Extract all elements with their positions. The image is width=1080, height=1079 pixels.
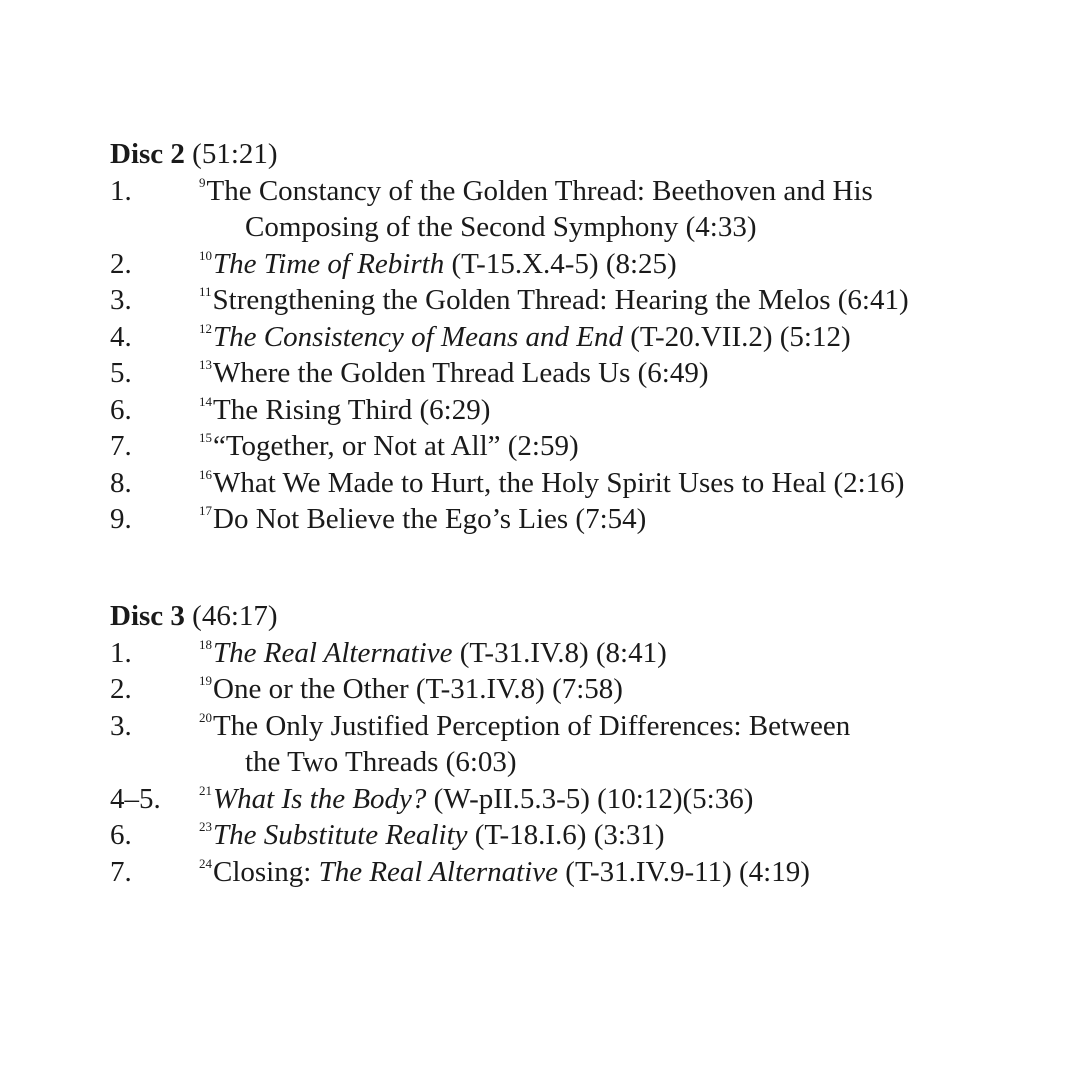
track-work-title: The Real Alternative — [213, 636, 453, 669]
disc-duration: (46:17) — [192, 600, 278, 632]
track-text: What We Made to Hurt, the Holy Spirit Uses to Heal (2:16) — [213, 466, 905, 499]
track-title — [199, 246, 1010, 283]
footnote-marker: 13 — [199, 357, 212, 372]
track-prefix: Closing: — [213, 855, 319, 888]
track-item — [110, 355, 1010, 392]
disc-3-section — [110, 598, 1010, 890]
track-item — [110, 319, 1010, 356]
track-item — [110, 708, 1010, 781]
track-item — [110, 501, 1010, 538]
track-title — [199, 465, 1010, 502]
footnote-marker: 17 — [199, 503, 212, 518]
track-item — [110, 465, 1010, 502]
track-text: The Rising Third (6:29) — [213, 393, 491, 426]
track-reference: (T-31.IV.8) (8:41) — [452, 636, 667, 669]
track-text: “Together, or Not at All” (2:59) — [213, 430, 579, 462]
track-title — [199, 817, 1010, 854]
track-number: 7. — [110, 855, 132, 888]
track-work-title: The Substitute Reality — [213, 819, 468, 851]
track-number: 6. — [110, 393, 132, 426]
track-text: Strengthening the Golden Thread: Hearing the Melos (6:41) — [212, 284, 909, 316]
track-text: Do Not Believe the Ego’s Lies (7:54) — [213, 503, 647, 535]
track-item — [110, 781, 1010, 818]
track-number: 7. — [110, 430, 132, 462]
disc-duration: (51:21) — [192, 138, 278, 170]
footnote-marker: 21 — [199, 782, 212, 798]
track-title — [199, 854, 1010, 891]
track-reference: (T-31.IV.9-11) (4:19) — [558, 855, 810, 888]
track-text: Where the Golden Thread Leads Us (6:49) — [213, 357, 709, 389]
footnote-marker: 11 — [199, 284, 212, 299]
track-title — [199, 319, 1010, 356]
track-text-line-2: the Two Threads (6:03) — [245, 746, 517, 778]
track-number: 3. — [110, 709, 132, 742]
track-number: 1. — [110, 636, 132, 669]
disc-label: Disc 2 — [110, 138, 185, 170]
track-title — [199, 708, 1010, 781]
track-text-line-1: The Only Justified Perception of Differences: Between — [213, 709, 851, 742]
disc-heading — [110, 598, 1010, 635]
disc-label: Disc 3 — [110, 600, 185, 632]
track-item — [110, 671, 1010, 708]
footnote-marker: 18 — [199, 636, 212, 652]
track-title — [199, 781, 1010, 818]
footnote-marker: 14 — [199, 393, 212, 409]
footnote-marker: 15 — [199, 430, 212, 445]
disc-heading — [110, 136, 1010, 173]
footnote-marker: 24 — [199, 855, 212, 871]
track-reference: (W-pII.5.3-5) (10:12)(5:36) — [426, 782, 754, 815]
footnote-marker: 20 — [199, 709, 212, 725]
track-text-line-2: Composing of the Second Symphony (4:33) — [245, 211, 757, 243]
track-title — [199, 173, 1010, 246]
track-reference: (T-20.VII.2) (5:12) — [622, 320, 851, 353]
track-item — [110, 817, 1010, 854]
track-number: 9. — [110, 503, 132, 535]
track-number: 1. — [110, 174, 132, 207]
track-number: 5. — [110, 357, 132, 389]
track-title — [199, 671, 1010, 708]
track-text-line-1: The Constancy of the Golden Thread: Beethoven and His — [206, 174, 873, 207]
footnote-marker: 9 — [199, 174, 206, 190]
track-reference: (T-15.X.4-5) (8:25) — [444, 247, 677, 280]
track-number: 3. — [110, 284, 132, 316]
track-work-title: The Consistency of Means and End — [213, 320, 623, 353]
track-item — [110, 392, 1010, 429]
track-number: 8. — [110, 466, 132, 499]
track-item — [110, 635, 1010, 672]
track-item — [110, 428, 1010, 465]
track-title — [199, 392, 1010, 429]
track-title — [199, 635, 1010, 672]
track-number: 4. — [110, 320, 132, 353]
track-title — [199, 501, 1010, 538]
track-reference: (T-18.I.6) (3:31) — [467, 819, 665, 851]
footnote-marker: 16 — [199, 466, 212, 482]
track-number: 4–5. — [110, 782, 161, 815]
track-item — [110, 246, 1010, 283]
track-work-title: The Real Alternative — [318, 855, 559, 888]
track-number: 6. — [110, 819, 132, 851]
track-title — [199, 428, 1010, 465]
track-title — [199, 282, 1010, 319]
track-number: 2. — [110, 247, 132, 280]
track-number: 2. — [110, 673, 132, 705]
track-item — [110, 282, 1010, 319]
track-item — [110, 854, 1010, 891]
footnote-marker: 19 — [199, 673, 212, 688]
footnote-marker: 10 — [199, 247, 212, 263]
footnote-marker: 12 — [199, 320, 212, 336]
disc-2-section — [110, 136, 1010, 538]
track-work-title: The Time of Rebirth — [213, 247, 445, 280]
track-title — [199, 355, 1010, 392]
track-item — [110, 173, 1010, 246]
track-work-title: What Is the Body? — [213, 782, 427, 815]
track-text: One or the Other (T-31.IV.8) (7:58) — [213, 673, 623, 705]
footnote-marker: 23 — [199, 819, 212, 834]
